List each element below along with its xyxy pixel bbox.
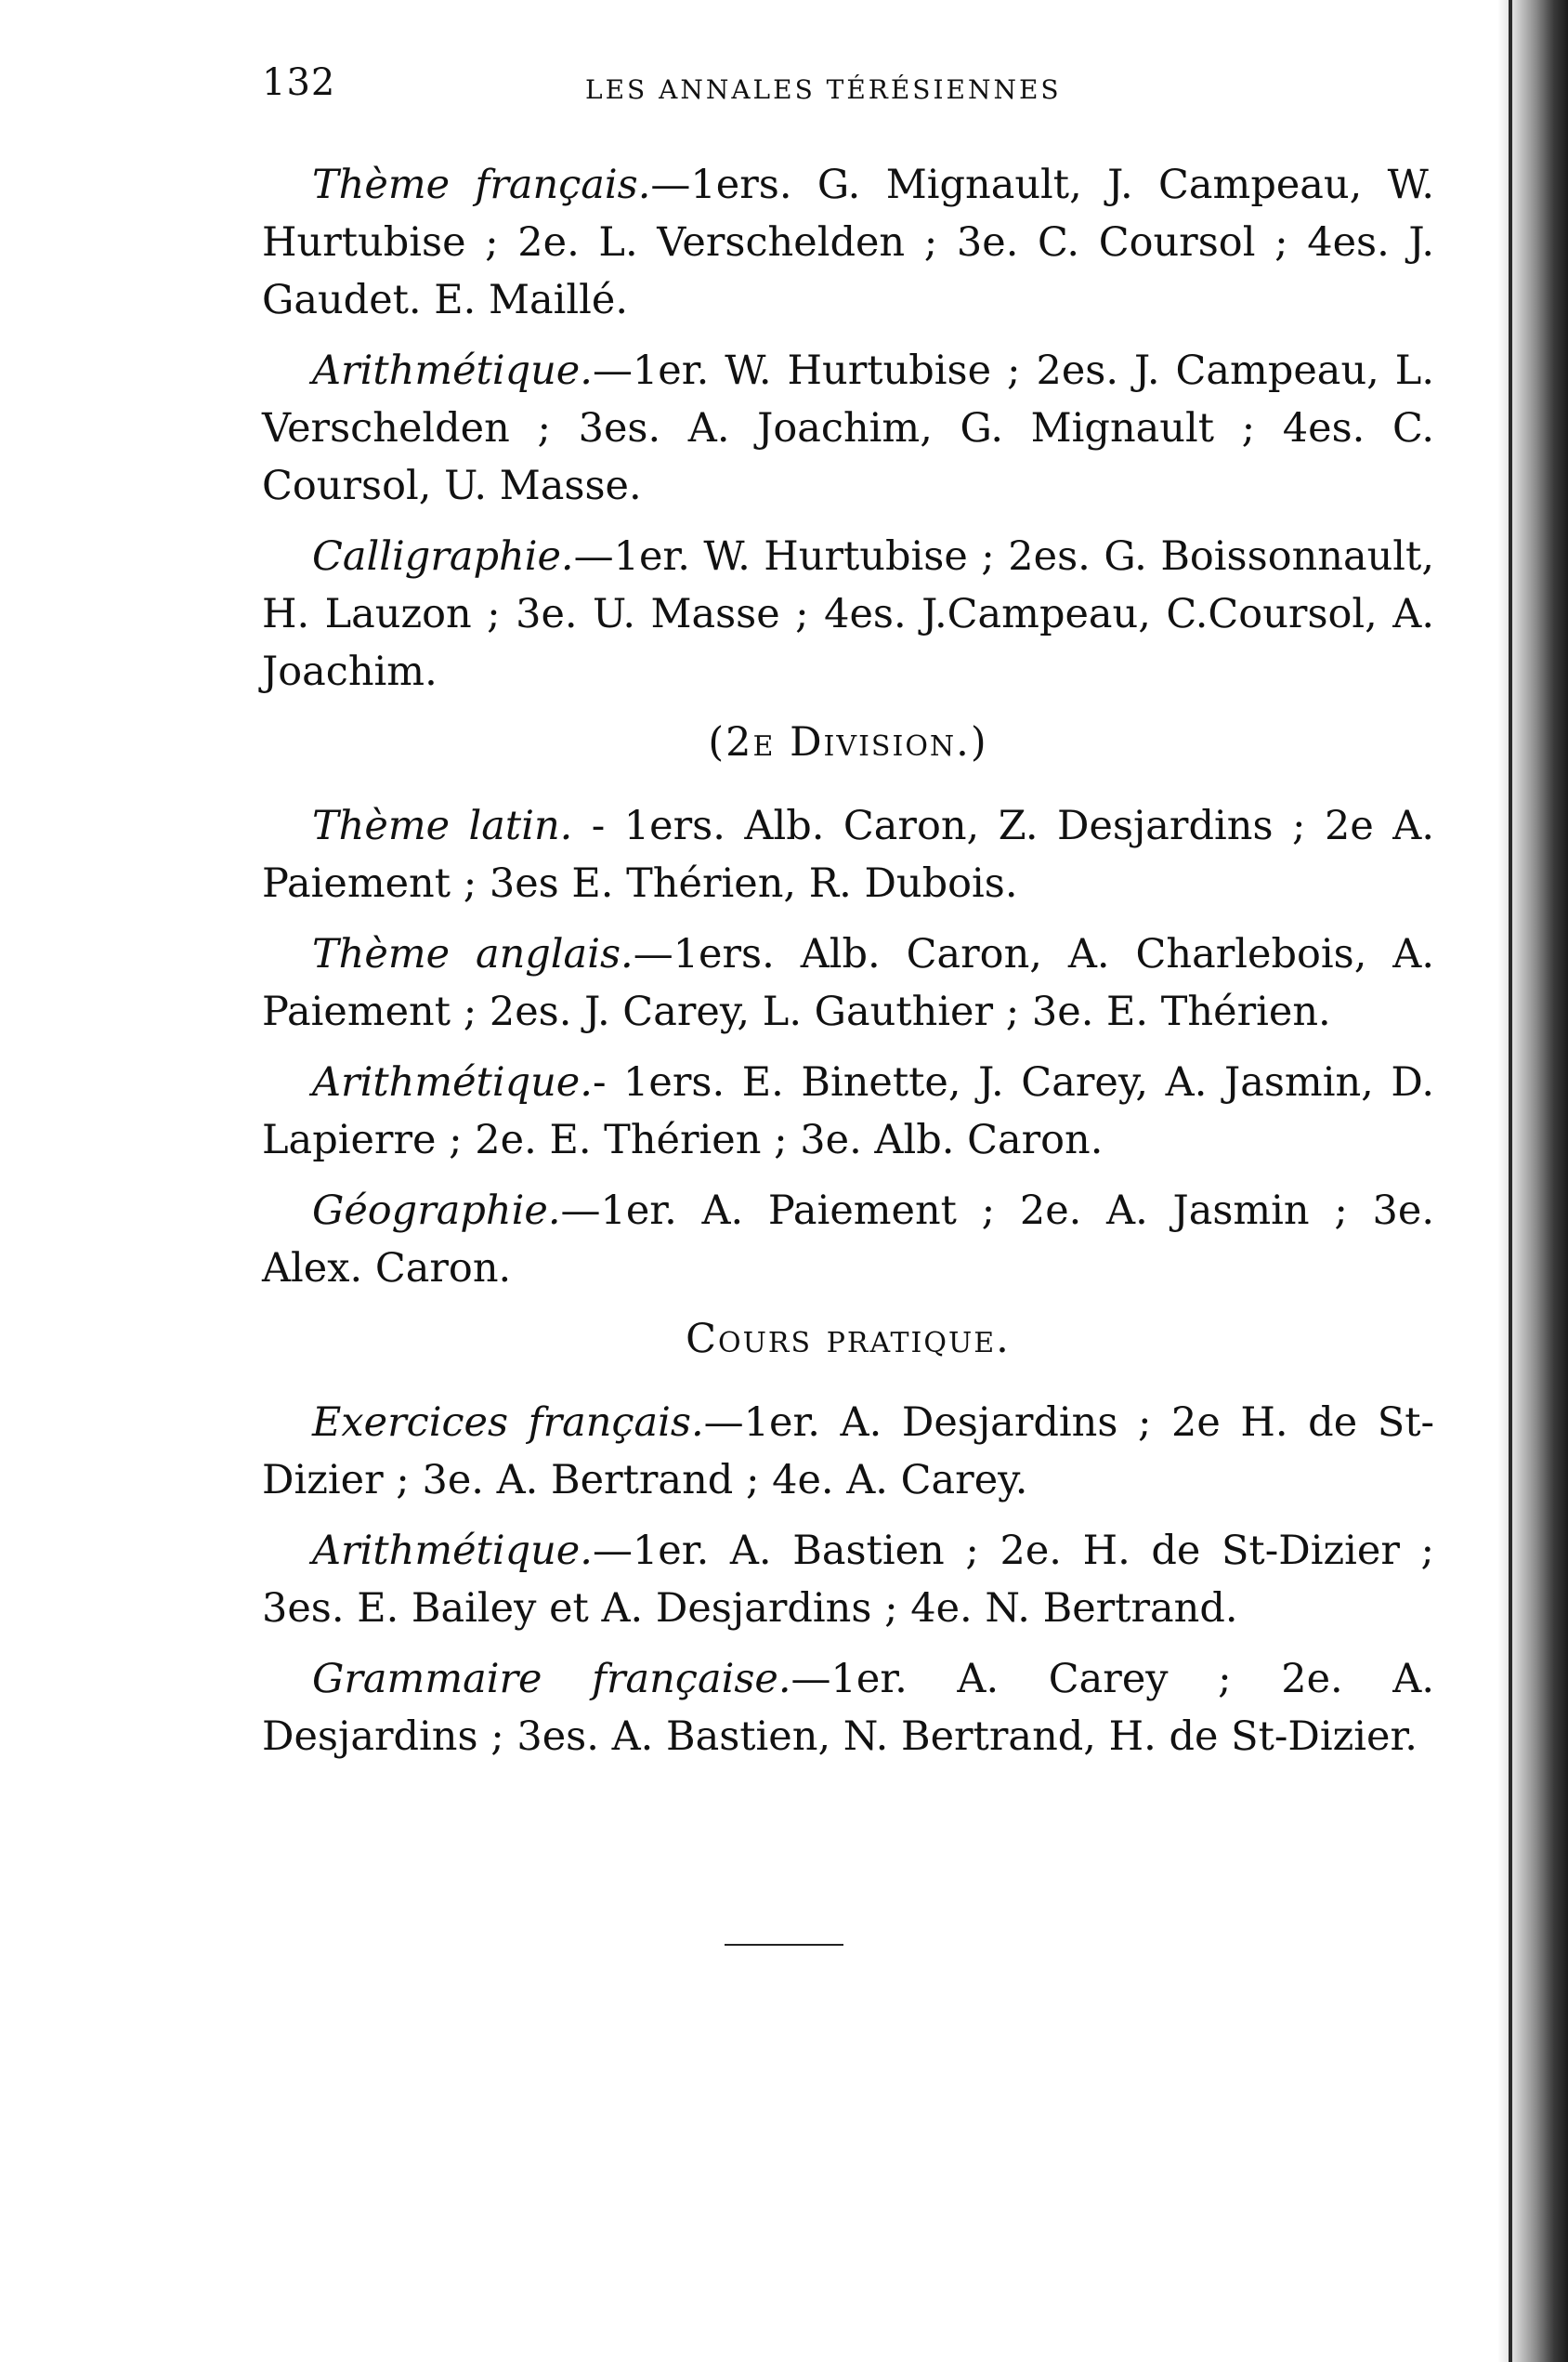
entry-subject: Exercices français. <box>312 1399 704 1446</box>
entry-theme-francais <box>262 156 1434 329</box>
entry-geographie <box>262 1182 1434 1297</box>
entry-subject: Arithmétique. <box>312 348 593 394</box>
entry-calligraphie <box>262 528 1434 701</box>
entry-text: —1er. A. Desjardins ; 2e H. de St-Dizier ; 3e. A. Bertrand ; 4e. A. Carey. <box>262 1399 1435 1503</box>
entry-text: —1er. A. Bastien ; 2e. H. de St-Dizier ; 3es. E. Bailey et A. Desjardins ; 4e. N. Bertrand. <box>262 1528 1434 1632</box>
entry-subject: Grammaire française. <box>312 1656 791 1702</box>
entry-arithmetique-3 <box>262 1522 1434 1637</box>
entry-text: —1er. W. Hurtubise ; 2es. J. Campeau, L. Verschelden ; 3es. A. Joachim, G. Mignault ; 4es. C. Coursol, U. Masse. <box>262 348 1434 509</box>
entry-text: - 1ers. E. Binette, J. Carey, A. Jasmin, D. Lapierre ; 2e. E. Thérien ; 3e. Alb. Caron. <box>262 1059 1434 1163</box>
entry-text: —1er. A. Carey ; 2e. A. Desjardins ; 3es. A. Bastien, N. Bertrand, H. de St-Dizier. <box>262 1656 1434 1760</box>
entry-subject: Géographie. <box>312 1188 561 1234</box>
entry-theme-anglais <box>262 925 1434 1041</box>
page-edge-line <box>1509 0 1512 2362</box>
entry-arithmetique <box>262 342 1434 515</box>
entry-subject: Thème latin. <box>312 803 573 849</box>
entry-grammaire-francaise <box>262 1650 1434 1765</box>
entry-text: —1ers. G. Mignault, J. Campeau, W. Hurtubise ; 2e. L. Verschelden ; 3e. C. Coursol ; 4es. J. Gaudet. E. Maillé. <box>262 162 1434 323</box>
page-number: 132 <box>262 61 336 104</box>
entry-subject: Thème anglais. <box>312 931 634 978</box>
cours-heading: Cours pratique. <box>686 1316 1011 1362</box>
entry-subject: Thème français. <box>312 162 651 208</box>
text-block <box>262 156 1434 1778</box>
entry-text: —1ers. Alb. Caron, A. Charlebois, A. Paiement ; 2es. J. Carey, L. Gauthier ; 3e. E. Thérien. <box>262 931 1434 1035</box>
entry-theme-latin <box>262 797 1434 912</box>
entry-subject: Arithmétique. <box>312 1528 593 1574</box>
entry-text: —1er. A. Paiement ; 2e. A. Jasmin ; 3e. Alex. Caron. <box>262 1188 1434 1292</box>
running-head: LES ANNALES TÉRÉSIENNES <box>585 74 1062 105</box>
entry-text: —1er. W. Hurtubise ; 2es. G. Boissonnault, H. Lauzon ; 3e. U. Masse ; 4es. J.Campeau, C.Coursol, A. Joachim. <box>262 533 1434 695</box>
closing-rule <box>725 1944 843 1946</box>
entry-text: - 1ers. Alb. Caron, Z. Desjardins ; 2e A. Paiement ; 3es E. Thérien, R. Dubois. <box>262 803 1434 907</box>
entry-subject: Calligraphie. <box>312 533 574 580</box>
entry-arithmetique-2 <box>262 1054 1434 1169</box>
entry-subject: Arithmétique. <box>312 1059 593 1106</box>
division-heading: (2e Division.) <box>708 719 988 766</box>
entry-exercices-francais <box>262 1394 1434 1509</box>
